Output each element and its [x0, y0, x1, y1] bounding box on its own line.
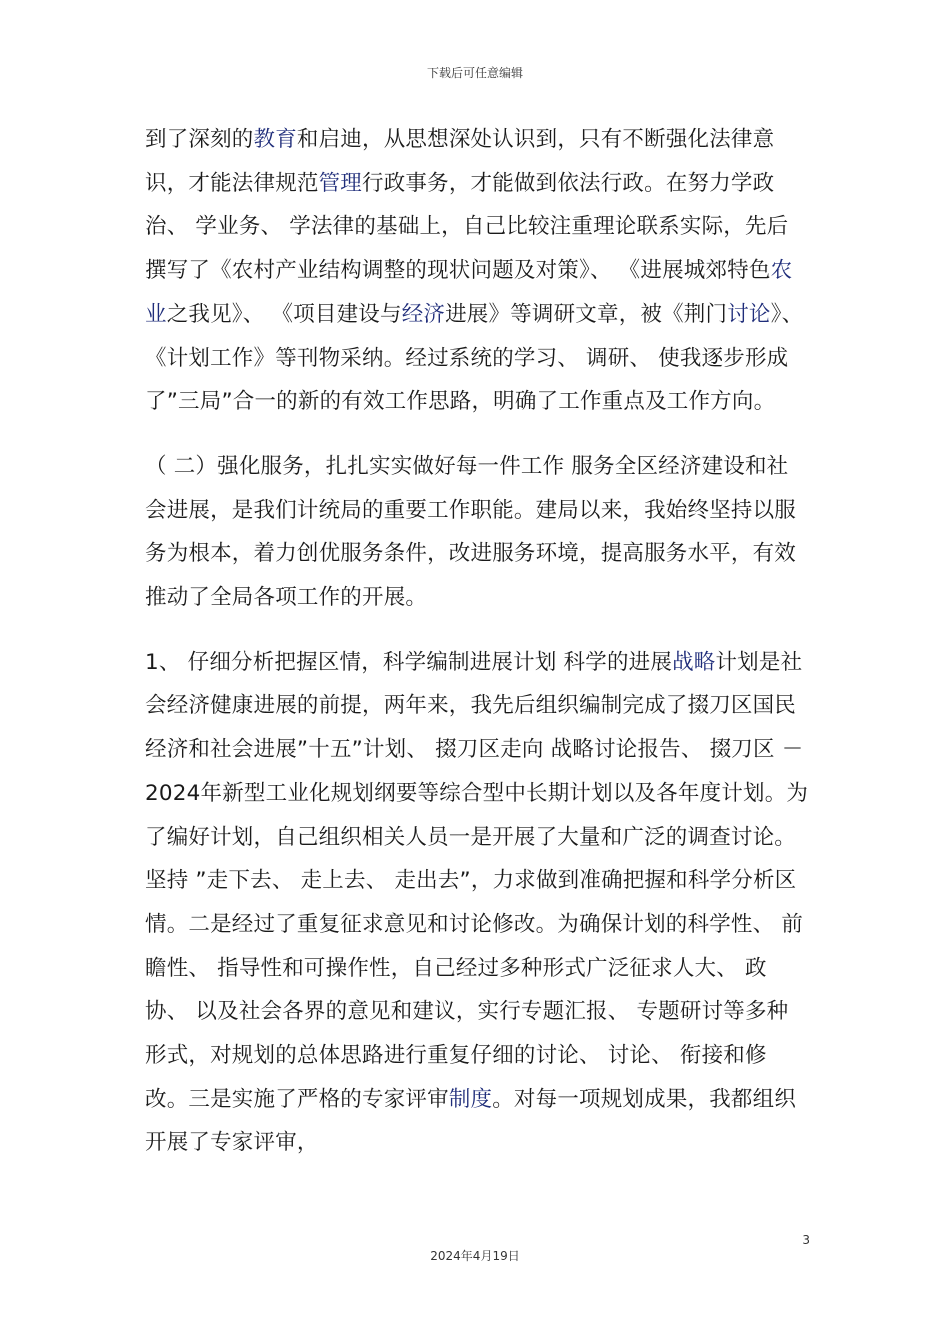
page-footer-date: 2024年4月19日	[430, 1249, 520, 1263]
inline-link[interactable]: 经济	[401, 301, 446, 327]
text-segment: 1、 仔细分析把握区情，科学编制进展计划 科学的进展	[145, 649, 673, 675]
inline-link[interactable]: 教育	[253, 127, 297, 152]
text-segment: 行政事务，才能做到依法行政。在努力学政治、 学业务、 学法律的基础上，自己比较注重理论联系实际，先后撰写了《农村产业结构调整的现状问题及对策》、 《进展城郊特色	[145, 170, 789, 284]
text-segment: 进展》等调研文章，被《荆门	[445, 301, 728, 327]
text-segment: 》、 《计划工作》等刊物采纳。经过系统的学习、 调研、 使我逐步形成了”三局”合一的新的有效工作思路，明确了工作重点及工作方向。	[145, 301, 804, 415]
document-body	[145, 118, 810, 1165]
inline-link[interactable]: 讨论	[727, 301, 771, 327]
inline-link[interactable]: 战略	[672, 649, 716, 675]
text-segment: 之我见》、 《项目建设与	[166, 301, 402, 327]
text-segment: 计划是社会经济健康进展的前提，两年来，我先后组织编制完成了掇刀区国民经济和社会进展”十五”计划、 掇刀区走向 战略讨论报告、 掇刀区 －2024年新型工业化规划纲要等综合型中长期计划以及各年度计划。为了编好计划，自己组织相关人员一是开展了大量和广泛的调查讨论。坚持 ”走下去、 走上去、 走出去”，力求做到准确把握和科学分析区情。二是经过了重复征求意见和讨论修改。为确保计划的科学性、 前瞻性、 指导性和可操作性，自己经过多种形式广泛征求人大、 政协、 以及社会各界的意见和建议，实行专题汇报、 专题研讨等多种形式，对规划的总体思路进行重复仔细的讨论、 讨论、 衔接和修改。三是实施了严格的专家评审	[145, 649, 809, 1112]
inline-link[interactable]: 农业	[145, 258, 793, 327]
page-header: 下载后可任意编辑	[426, 66, 523, 80]
paragraph-1	[145, 118, 810, 424]
text-segment: 。对每一项规划成果，我都组织开展了专家评审，	[145, 1086, 797, 1156]
inline-link[interactable]: 制度	[448, 1086, 493, 1112]
text-segment: 和启迪，从思想深处认识到，只有不断强化法律意识，才能法律规范	[145, 127, 775, 196]
paragraph-3	[145, 641, 810, 1165]
text-segment: 到了深刻的	[145, 127, 254, 152]
paragraph-2	[145, 445, 810, 620]
inline-link[interactable]: 管理	[318, 170, 363, 196]
text-segment: （ 二）强化服务，扎扎实实做好每一件工作 服务全区经济建设和社会进展，是我们计统局的重要工作职能。建局以来，我始终坚持以服务为根本，着力创优服务条件，改进服务环境，提高服务水平，有效推动了全局各项工作的开展。	[145, 453, 797, 611]
page-number: 3	[802, 1233, 810, 1247]
